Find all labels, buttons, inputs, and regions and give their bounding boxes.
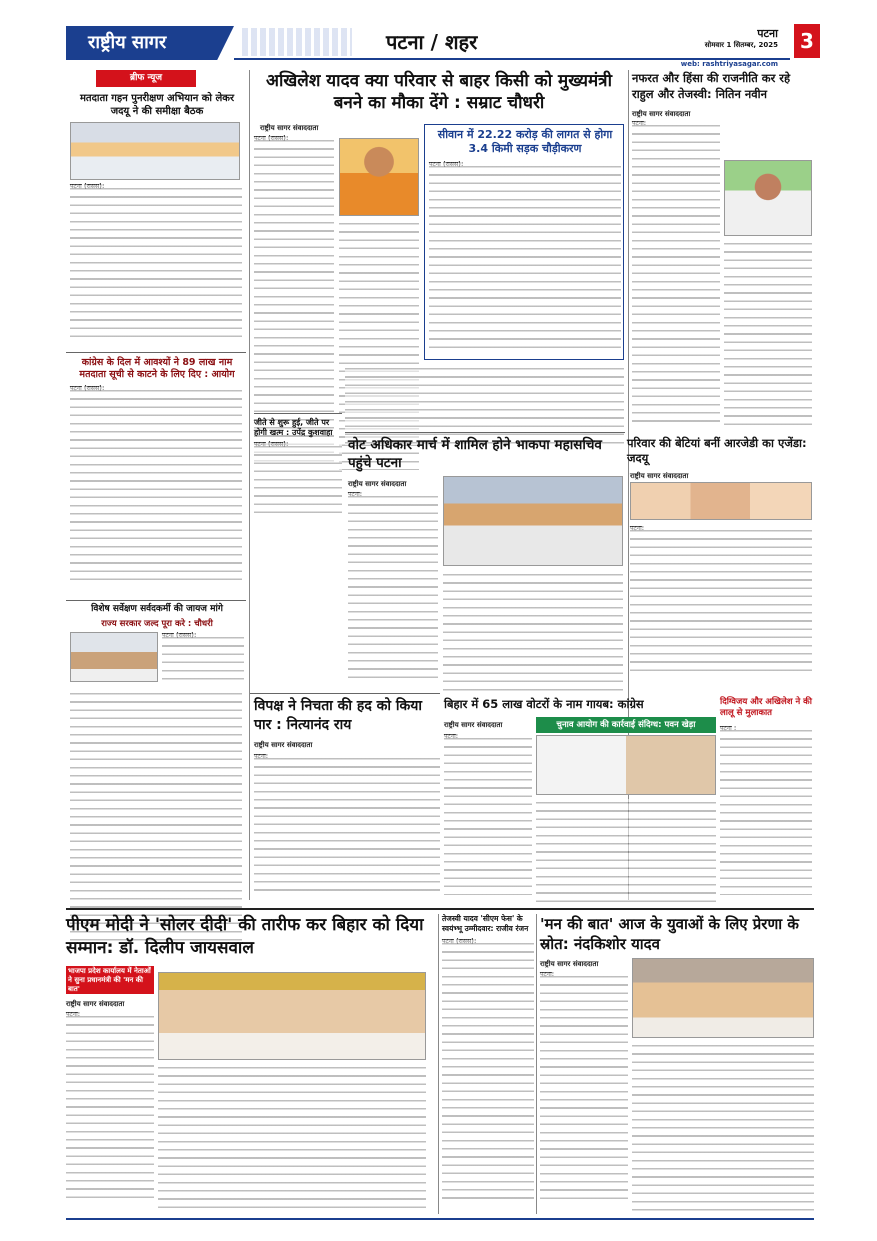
brief1-headline: मतदाता गहन पुनरीक्षण अभियान को लेकर जदयू ने की समीक्षा बैठक: [79, 93, 235, 117]
nitin-headline: नफरत और हिंसा की राजनीति कर रहे राहुल और तेजस्वी: नितिन नवीन: [632, 71, 791, 101]
nityanand-body: [254, 753, 440, 903]
masthead: [66, 24, 826, 68]
tejashwi-body: [442, 938, 534, 1210]
nityanand-headline: विपक्ष ने निचता की हद को किया पार : नित्यानंद राय: [254, 698, 423, 733]
cpi-byline: राष्ट्रीय सागर संवाददाता: [348, 480, 407, 488]
mann-story: [540, 914, 814, 1214]
brand-name: राष्ट्रीय सागर: [88, 32, 167, 53]
kushwaha-headline: जीते से शुरू हुई, जीते पर होगी खत्म : उपेंद्र कुशवाहा: [254, 418, 333, 437]
brief3-sub: राज्य सरकार जल्द पूरा करे : चौधरी: [101, 619, 213, 629]
tejashwi-story: [442, 914, 534, 1214]
cpi-headline: वोट अधिकार मार्च में शामिल होने भाकपा महासचिव पहुंचे पटना: [348, 437, 602, 471]
nityanand-story: [254, 697, 440, 907]
bottom-rule: [66, 908, 814, 910]
nitin-photo: [724, 160, 812, 236]
brief3-headline: विशेष सर्वेक्षण सर्वदकर्मी की जायज मांगे: [91, 604, 223, 614]
digvijay-headline: दिग्विजय और अखिलेश ने की लालू से मुलाकात: [720, 697, 812, 718]
road-body: [429, 161, 621, 356]
nitin-byline: राष्ट्रीय सागर संवाददाता: [632, 110, 691, 118]
header-web: web: rashtriyasagar.com: [680, 60, 778, 68]
modi-byline: राष्ट्रीय सागर संवाददाता: [66, 1000, 125, 1008]
tejashwi-headline: तेजस्वी यादव 'सीएम फेस' के स्वयंभ्भू उम्मीदवार: राजीव रंजन: [442, 914, 529, 933]
kushwaha-story: [254, 413, 342, 523]
modi-body: [66, 1011, 154, 1211]
rjd-body-wrap: [600, 470, 812, 690]
rjd-byline: राष्ट्रीय सागर संवाददाता: [630, 472, 689, 480]
congress-byline: राष्ट्रीय सागर संवाददाता: [444, 721, 503, 729]
page-number: 3: [794, 24, 820, 58]
mann-headline: 'मन की बात' आज के युवाओं के लिए प्रेरणा के स्रोत: नंदकिशोर यादव: [540, 915, 799, 953]
mann-byline: राष्ट्रीय सागर संवाददाता: [540, 960, 599, 968]
nitin-story: [632, 70, 812, 430]
congress-banner: चुनाव आयोग की कार्रवाई संदिग्ध: पवन खेड़ा: [536, 717, 716, 733]
rjd-headline: परिवार की बेटियां बनीं आरजेडी का एजेंडा: जदयू: [627, 436, 807, 465]
modi-headline: पीएम मोदी ने 'सोलर दीदी' की तारीफ कर बिहार को दिया सम्मान: डॉ. दिलीप जायसवाल: [66, 915, 424, 958]
cpi-story: [348, 436, 624, 691]
cpi-photo: [443, 476, 623, 566]
mann-photo: [632, 958, 814, 1038]
congress-banner-wrap: [536, 717, 716, 907]
nitin-body: [632, 120, 720, 430]
digvijay-body: [720, 725, 812, 903]
rjd-photo: [630, 482, 812, 520]
mann-body: [540, 971, 628, 1211]
digvijay-story: [720, 697, 812, 907]
section-title: पटना / शहर: [386, 30, 478, 54]
nityanand-byline: राष्ट्रीय सागर संवाददाता: [254, 741, 313, 749]
lead-headline: अखिलेश यादव क्या परिवार से बाहर किसी को मुख्यमंत्री बनने का मौका देंगे : सम्राट चौधरी: [266, 71, 612, 113]
header-city: पटना: [757, 27, 778, 40]
lead-byline: राष्ट्रीय सागर संवाददाता: [260, 124, 319, 132]
brief2-headline: कांग्रेस के दिल में आवश्यों ने 89 लाख नाम मतदाता सूची से काटने के लिए दिए : आयोग: [79, 357, 235, 380]
modi-story: [66, 914, 428, 1214]
modi-photo: [158, 972, 426, 1060]
brief3-body: [162, 632, 244, 692]
brief2-body: [70, 385, 242, 595]
road-headline: सीवान में 22.22 करोड़ की लागत से होगा 3.4 किमी सड़क चौड़ीकरण: [437, 128, 613, 155]
brief3-photo: [70, 632, 158, 682]
congress-headline: बिहार में 65 लाख वोटरों के नाम गायब: कांग्रेस: [444, 697, 644, 711]
rjd-body: [630, 525, 812, 685]
header-decor: [242, 28, 352, 56]
modi-inset: भाजपा प्रदेश कार्यालय में नेताओं ने सुना प्रधानमंत्री की 'मन की बात': [66, 966, 154, 994]
kushwaha-body: [254, 441, 342, 521]
cpi-body: [348, 491, 438, 686]
brief1-photo: [70, 122, 240, 180]
congress-body: [444, 733, 532, 903]
header-date: सोमवार 1 सितम्बर, 2025: [704, 41, 778, 49]
lead-photo: [339, 138, 419, 216]
brief1-body: [70, 183, 242, 348]
road-story: [424, 124, 624, 360]
briefs-tag: ब्रीफ न्यूज: [96, 70, 196, 87]
congress-photo: [536, 735, 716, 795]
